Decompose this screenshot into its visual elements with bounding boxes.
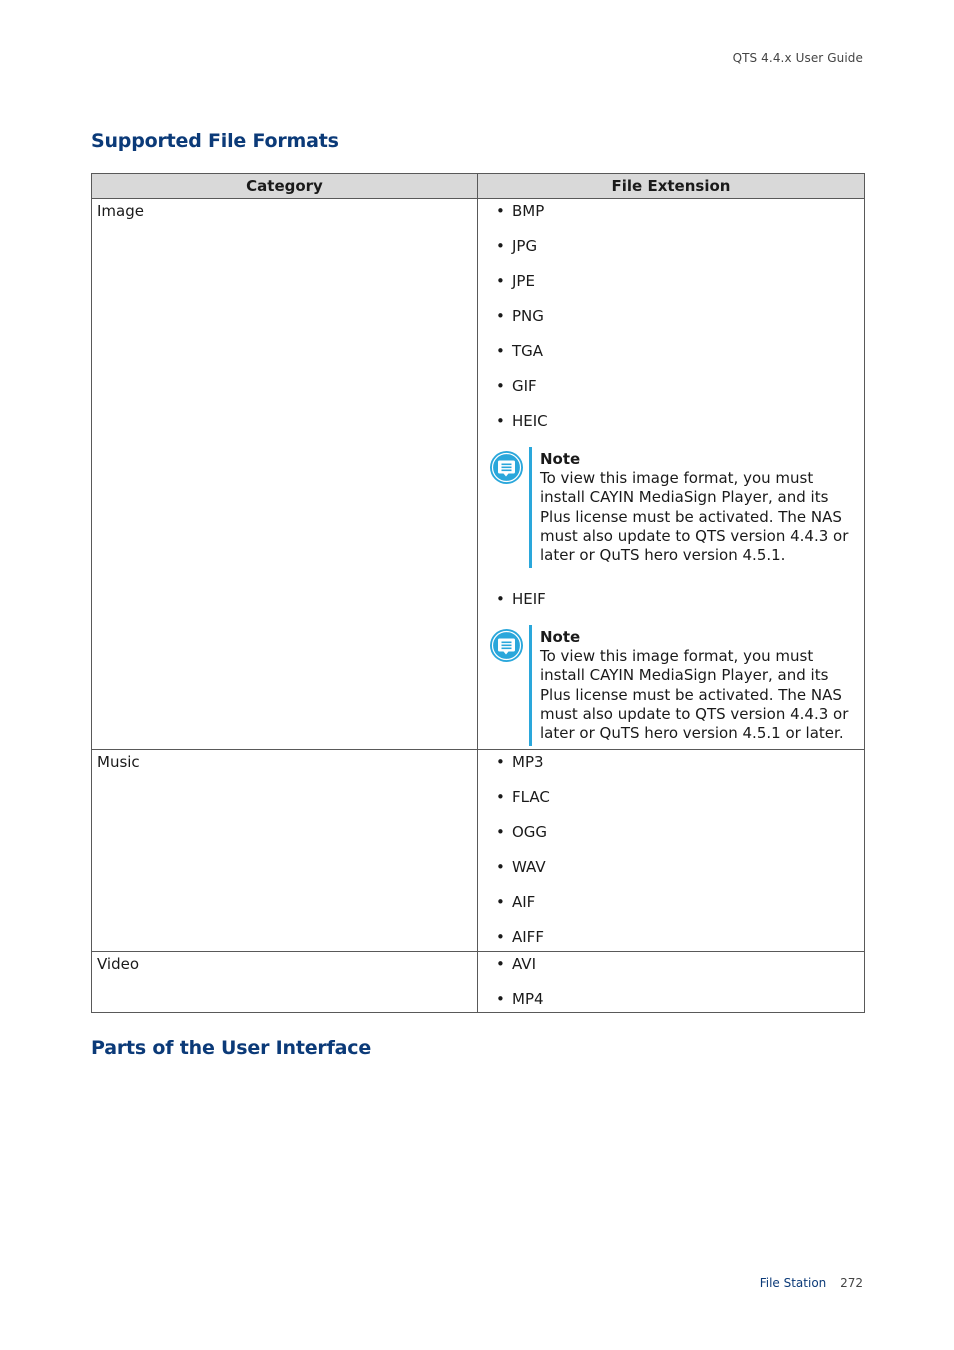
category-label: Music <box>97 753 140 771</box>
note-title: Note <box>540 628 581 646</box>
section-title-ui-parts: Parts of the User Interface <box>91 1037 372 1059</box>
list-item: • BMP <box>496 202 545 220</box>
list-item: • TGA <box>496 342 544 360</box>
table-header-row <box>92 174 865 199</box>
category-label: Image <box>97 202 144 220</box>
note-body <box>540 450 850 565</box>
list-item: • AIF <box>496 893 536 911</box>
running-header: QTS 4.4.x User Guide <box>732 51 863 65</box>
table-row <box>92 199 865 750</box>
note-icon <box>489 628 524 663</box>
extension-cell <box>478 199 865 750</box>
table-row <box>92 750 865 952</box>
list-item: • WAV <box>496 858 546 876</box>
note-body <box>540 628 850 743</box>
extension-list <box>483 590 859 609</box>
list-item: • JPE <box>496 272 535 290</box>
list-item: • HEIF <box>496 590 546 608</box>
list-item: • AVI <box>496 955 536 973</box>
note-box <box>483 447 859 568</box>
list-item: • JPG <box>496 237 538 255</box>
column-header-extension: File Extension <box>478 174 865 199</box>
note-accent-bar <box>529 447 532 568</box>
extension-list <box>483 202 859 431</box>
list-item: • GIF <box>496 377 537 395</box>
note-accent-bar <box>529 625 532 746</box>
file-formats-table <box>91 173 865 1013</box>
note-text: To view this image format, you must install CAYIN MediaSign Player, and its Plus license must be activated. The NAS must also update to QTS version 4.4.3 or later or QuTS hero version 4.5.1 or later. <box>540 647 849 743</box>
category-label: Video <box>97 955 140 973</box>
list-item: • HEIC <box>496 412 548 430</box>
list-item: • PNG <box>496 307 544 325</box>
list-item: • AIFF <box>496 928 544 946</box>
note-icon <box>489 450 524 485</box>
extension-list <box>483 955 859 1009</box>
extension-cell <box>478 750 865 952</box>
page-footer <box>760 1276 863 1290</box>
note-box <box>483 625 859 746</box>
category-cell <box>92 952 478 1013</box>
note-title: Note <box>540 450 581 468</box>
section-title-supported-formats: Supported File Formats <box>91 130 339 152</box>
column-header-category: Category <box>92 174 478 199</box>
category-cell <box>92 199 478 750</box>
table-row <box>92 952 865 1013</box>
extension-cell <box>478 952 865 1013</box>
note-text: To view this image format, you must install CAYIN MediaSign Player, and its Plus license must be activated. The NAS must also update to QTS version 4.4.3 or later or QuTS hero version 4.5.1. <box>540 469 849 565</box>
list-item: • FLAC <box>496 788 550 806</box>
category-cell <box>92 750 478 952</box>
page-number: 272 <box>840 1276 863 1290</box>
list-item: • MP3 <box>496 753 544 771</box>
list-item: • OGG <box>496 823 548 841</box>
extension-list <box>483 753 859 947</box>
footer-section-name: File Station <box>759 1276 827 1290</box>
list-item: • MP4 <box>496 990 544 1008</box>
